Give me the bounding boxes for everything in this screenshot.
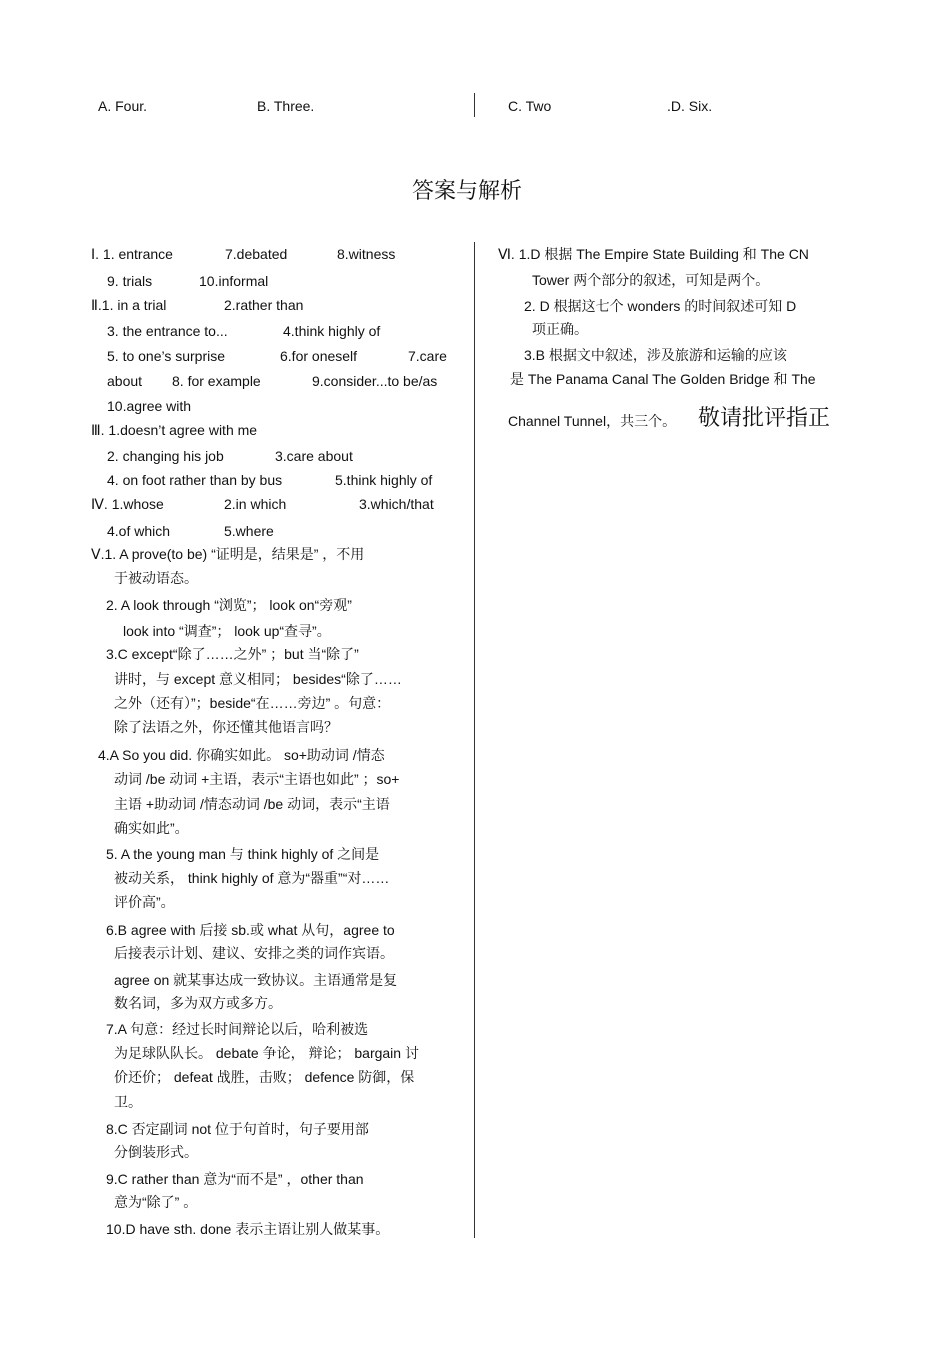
option-d: .D. Six. [667,98,713,114]
explanation-line: agree on 就某事达成一致协议。主语通常是复 [114,972,398,988]
answer-line: 3.which/that [359,496,434,512]
explanation-line: 讲时，与 except 意义相同； besides“除了…… [114,671,402,687]
explanation-line: 被动关系， think highly of 意为“器重”“对…… [114,870,390,886]
answer-line: 9. trials [107,273,153,289]
answer-line: 6.for oneself [280,348,358,364]
answer-line: 10.informal [199,273,269,289]
explanation-line: 8.C 否定副词 not 位于句首时，句子要用部 [106,1121,369,1137]
explanation-line: look into “调查”； look up“查寻”。 [123,623,331,639]
answer-line: 8. for example [172,373,261,389]
answer-line: 2. changing his job [107,448,224,464]
closing-remark: 敬请批评指正 [698,406,831,431]
explanation-line: 数名词，多为双方或多方。 [114,995,282,1011]
explanation-line: 9.C rather than 意为“而不是” ，other than [106,1171,364,1187]
answer-line: 3. the entrance to... [107,323,228,339]
column-divider [474,242,475,1238]
explanation-line: Channel Tunnel，共三个。 [508,413,677,429]
explanation-line: 分倒装形式。 [114,1144,198,1160]
answer-line: 9.consider...to be/as [312,373,438,389]
explanation-line: 2. D 根据这七个 wonders 的时间叙述可知 D [524,298,797,314]
answer-line: 5. to one’s surprise [107,348,226,364]
top-divider [474,93,475,117]
answer-line: 3.care about [275,448,353,464]
explanation-line: 之外（还有）”；beside“在……旁边” 。句意： [114,695,391,711]
explanation-line: 3.C except“除了……之外” ；but 当“除了” [106,646,359,662]
option-c: C. Two [508,98,552,114]
section-title: 答案与解析 [412,179,523,204]
explanation-line: 4.A So you did. 你确实如此。 so+助动词 /情态 [98,747,385,763]
explanation-line: 是 The Panama Canal The Golden Bridge 和 The [510,371,816,387]
explanation-line: 动词 /be 动词 +主语，表示“主语也如此” ；so+ [114,771,400,787]
answer-line: 7.debated [225,246,288,262]
explanation-line: Tower 两个部分的叙述，可知是两个。 [532,272,770,288]
explanation-line: 除了法语之外，你还懂其他语言吗？ [114,719,338,735]
explanation-line: 7.A 句意：经过长时间辩论以后，哈利被选 [106,1021,369,1037]
explanation-line: 卫。 [114,1094,142,1110]
explanation-line: 5. A the young man 与 think highly of 之间是 [106,846,380,862]
explanation-line: Ⅴ.1. A prove(to be) “证明是，结果是” ，不用 [91,546,365,562]
answer-line: 2.rather than [224,297,304,313]
answer-line: 4.think highly of [283,323,381,339]
answer-line: 7.care [408,348,447,364]
answer-line: 8.witness [337,246,396,262]
answer-line: Ⅳ. 1.whose [91,496,164,512]
option-a: A. Four. [98,98,148,114]
answer-line: 2.in which [224,496,287,512]
answer-line: about [107,373,143,389]
answer-line: 10.agree with [107,398,192,414]
explanation-line: 项正确。 [532,321,588,337]
explanation-line: 价还价； defeat 战胜，击败； defence 防御，保 [114,1069,415,1085]
explanation-line: 后接表示计划、建议、安排之类的词作宾语。 [114,945,394,961]
answer-line: 5.where [224,523,274,539]
explanation-line: 主语 +助动词 /情态动词 /be 动词，表示“主语 [114,796,390,812]
answer-line: Ⅰ. 1. entrance [91,246,173,262]
explanation-line: Ⅵ. 1.D 根据 The Empire State Building 和 The CN [498,246,809,262]
explanation-line: 评价高”。 [114,894,175,910]
explanation-line: 于被动语态。 [114,570,198,586]
explanation-line: 确实如此”。 [114,820,189,836]
explanation-line: 3.B 根据文中叙述，涉及旅游和运输的应该 [524,347,787,363]
answer-line: Ⅱ.1. in a trial [91,297,167,313]
answer-line: Ⅲ. 1.doesn’t agree with me [91,422,258,438]
answer-line: 4. on foot rather than by bus [107,472,283,488]
explanation-line: 为足球队队长。 debate 争论， 辩论； bargain 讨 [114,1045,419,1061]
option-b: B. Three. [257,98,315,114]
explanation-line: 10.D have sth. done 表示主语让别人做某事。 [106,1221,390,1237]
answer-line: 5.think highly of [335,472,433,488]
explanation-line: 6.B agree with 后接 sb.或 what 从句，agree to [106,922,395,938]
explanation-line: 意为“除了” 。 [114,1194,198,1210]
explanation-line: 2. A look through “浏览”； look on“旁观” [106,597,352,613]
answer-line: 4.of which [107,523,171,539]
